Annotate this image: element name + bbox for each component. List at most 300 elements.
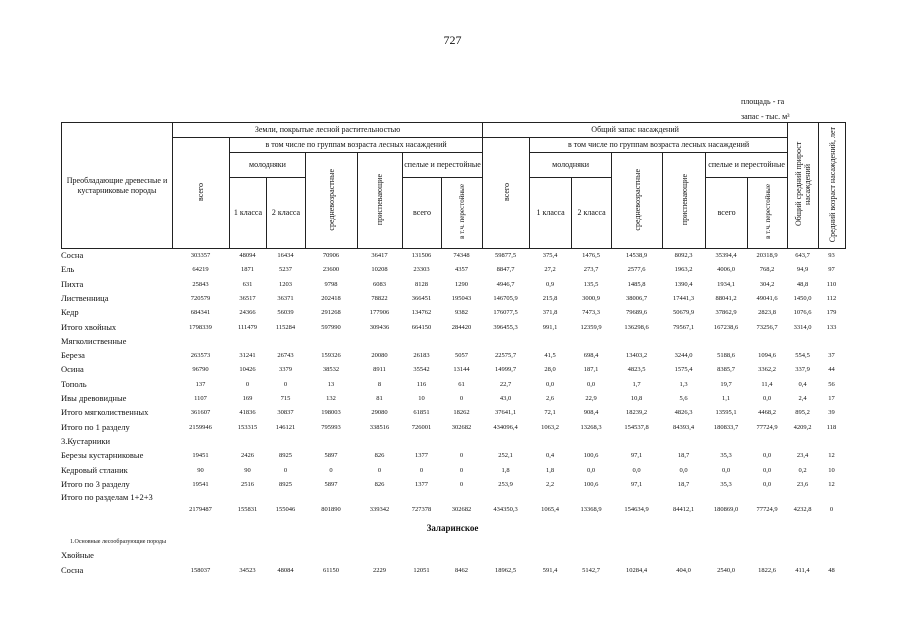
table-cell: 8925 <box>279 452 292 460</box>
table-cell: 591,4 <box>542 567 558 574</box>
table-cell: 134762 <box>411 309 432 317</box>
table-cell: 131506 <box>411 252 432 259</box>
header-total-stock: всего <box>483 138 530 249</box>
table-cell: 304,2 <box>759 280 775 288</box>
table-cell: 284420 <box>451 323 472 331</box>
header-mature-total-stock: всего <box>706 178 748 249</box>
table-cell: 43,0 <box>499 395 512 402</box>
table-cell: 0,0 <box>545 380 555 388</box>
table-cell: 5237 <box>279 266 292 274</box>
table-cell: 302682 <box>451 506 472 514</box>
table-cell: 3314,0 <box>793 323 812 331</box>
table-cell: 195043 <box>451 294 472 302</box>
table-cell: 1934,1 <box>717 280 735 288</box>
table-cell: 37 <box>828 352 835 360</box>
table-cell: 1203 <box>279 280 292 288</box>
table-cell: 112 <box>826 294 837 302</box>
table-cell: 8462 <box>455 567 468 574</box>
table-cell: 35,3 <box>720 452 732 460</box>
table-row <box>61 292 845 305</box>
table-cell: 19451 <box>192 452 209 460</box>
table-cell: 202418 <box>321 294 341 302</box>
table-cell: 8 <box>377 380 382 388</box>
table-cell: 1107 <box>194 395 207 402</box>
table-cell: 8128 <box>415 280 428 288</box>
table-row <box>61 449 845 462</box>
table-cell: 371,8 <box>542 309 558 317</box>
table-cell: 74348 <box>453 252 470 259</box>
table-cell: 17 <box>828 395 835 402</box>
table-cell: 309436 <box>369 323 390 331</box>
table-cell: 23600 <box>322 266 340 274</box>
header-middle-aged-area: средневозрастные <box>306 153 358 249</box>
table-cell: 41836 <box>239 409 256 417</box>
table-cell: 180869,0 <box>713 506 739 514</box>
table-cell: 22575,7 <box>494 352 517 360</box>
table-cell: 61 <box>458 380 465 388</box>
table-cell: 726001 <box>411 423 432 431</box>
table-row <box>61 263 845 276</box>
table-row <box>61 363 845 376</box>
table-cell: 153315 <box>237 423 258 431</box>
table-cell: 94,9 <box>796 266 809 274</box>
row-species-name: Лиственница <box>61 292 109 303</box>
table-cell: 273,7 <box>583 266 599 274</box>
table-cell: 9382 <box>455 309 468 317</box>
table-cell: 3379 <box>279 366 292 374</box>
table-cell: 2229 <box>373 567 386 574</box>
table-cell: 303357 <box>190 252 211 259</box>
row-species-name: Березы кустарниковые <box>61 450 144 461</box>
table-cell: 84412,1 <box>672 506 695 514</box>
table-cell: 0 <box>245 380 250 388</box>
table-cell: 5,6 <box>679 395 688 402</box>
table-cell: 0 <box>419 466 424 474</box>
table-cell: 187,1 <box>583 366 599 374</box>
table-cell: 77724,9 <box>756 506 778 514</box>
table-cell: 81 <box>376 395 383 402</box>
table-cell: 215,8 <box>542 294 558 302</box>
table-cell: 23,4 <box>796 452 809 460</box>
table-cell: 26183 <box>413 352 430 360</box>
table-cell: 73256,7 <box>756 323 778 331</box>
table-cell: 434350,3 <box>493 506 518 514</box>
table-cell: 2159946 <box>189 423 212 431</box>
table-cell: 97,1 <box>630 452 643 460</box>
header-class2-stock: 2 класса <box>572 178 612 249</box>
row-species-name: Кедр <box>61 307 79 318</box>
header-lands-group: Земли, покрытые лесной растительностью <box>173 123 483 138</box>
row-species-name: 3.Кустарники <box>61 435 111 446</box>
table-cell: 26743 <box>277 352 294 360</box>
table-cell: 2,2 <box>545 480 555 488</box>
header-middle-aged-stock: средневозрастные <box>612 153 663 249</box>
table-cell: 0,0 <box>762 466 772 474</box>
table-cell: 720579 <box>190 294 211 302</box>
table-cell: 146121 <box>275 423 296 431</box>
table-cell: 1377 <box>415 452 428 460</box>
table-cell: 908,4 <box>583 409 599 417</box>
table-cell: 7473,3 <box>582 309 600 317</box>
table-cell: 13144 <box>453 366 470 374</box>
table-cell: 2577,6 <box>627 266 646 274</box>
row-species-name: Итого по 3 разделу <box>61 478 130 489</box>
table-cell: 12 <box>828 452 835 460</box>
table-cell: 4357 <box>455 266 468 274</box>
header-avg-increment: Общий средний прирост насаждений <box>788 123 819 249</box>
table-cell: 169 <box>242 395 253 402</box>
table-cell: 795993 <box>321 423 341 431</box>
table-cell: 0 <box>459 452 464 460</box>
table-cell: 2516 <box>241 480 254 488</box>
table-cell: 19,7 <box>720 380 732 388</box>
table-cell: 4232,8 <box>793 506 812 514</box>
table-cell: 72,1 <box>544 409 556 417</box>
table-cell: 1,8 <box>501 466 510 474</box>
table-cell: 3244,0 <box>674 352 693 360</box>
table-cell: 154537,8 <box>624 423 649 431</box>
table-cell: 12051 <box>413 567 430 574</box>
table-cell: 801890 <box>321 506 341 514</box>
table-cell: 0,2 <box>798 466 807 474</box>
table-cell: 93 <box>828 252 835 259</box>
table-cell: 79567,1 <box>672 323 695 331</box>
table-cell: 434096,4 <box>493 423 518 431</box>
forest-table-header <box>61 122 846 249</box>
table-cell: 404,0 <box>676 567 691 574</box>
row-species-name: Береза <box>61 350 85 361</box>
row-species-name: Пихта <box>61 278 84 289</box>
table-cell: 6083 <box>373 280 386 288</box>
row-species-name: Итого мягколиственных <box>61 407 149 418</box>
table-cell: 135,5 <box>583 280 599 288</box>
table-cell: 1377 <box>415 480 428 488</box>
header-class2-area: 2 класса <box>267 178 306 249</box>
table-cell: 23,6 <box>796 480 809 488</box>
table-cell: 22,7 <box>499 380 512 388</box>
table-cell: 158037 <box>190 567 211 574</box>
row-species-name: Тополь <box>61 378 87 389</box>
table-cell: 991,1 <box>542 323 558 331</box>
table-row <box>61 406 845 419</box>
table-cell: 49041,6 <box>756 294 778 302</box>
table-cell: 70906 <box>322 252 340 259</box>
table-cell: 19541 <box>192 480 209 488</box>
table-cell: 22,9 <box>585 395 597 402</box>
header-young-stock: молодняки <box>530 153 612 178</box>
table-cell: 18,7 <box>677 480 690 488</box>
table-cell: 17441,3 <box>672 294 695 302</box>
header-avg-age: Средний возраст насаждений, лет <box>819 123 846 249</box>
header-class1-area: 1 класса <box>230 178 267 249</box>
table-cell: 132 <box>326 395 336 402</box>
table-cell: 1,8 <box>545 466 555 474</box>
table-cell: 337,9 <box>795 366 810 374</box>
table-cell: 159326 <box>321 352 341 360</box>
table-cell: 10,8 <box>630 395 643 402</box>
table-cell: 8092,3 <box>674 252 693 259</box>
table-cell: 100,6 <box>583 452 599 460</box>
table-cell: 8911 <box>373 366 386 374</box>
table-cell: 133 <box>826 323 837 331</box>
table-cell: 155046 <box>275 506 296 514</box>
table-cell: 36371 <box>277 294 294 302</box>
table-cell: 90 <box>244 466 251 474</box>
table-cell: 97 <box>828 266 835 274</box>
table-cell: 1476,5 <box>582 252 600 259</box>
table-cell: 11,4 <box>761 380 773 388</box>
row-species-name: Ивы древовидные <box>61 393 127 403</box>
table-cell: 48084 <box>277 567 294 574</box>
table-cell: 411,4 <box>795 567 810 574</box>
table-row <box>61 278 845 291</box>
table-cell: 8925 <box>279 480 292 488</box>
table-cell: 0,0 <box>679 466 688 474</box>
table-cell: 36517 <box>239 294 256 302</box>
table-cell: 8385,7 <box>717 366 735 374</box>
table-cell: 77724,9 <box>756 423 778 431</box>
table-cell: 4826,3 <box>674 409 693 417</box>
table-cell: 84393,4 <box>672 423 695 431</box>
table-cell: 0,0 <box>762 452 772 460</box>
row-species-name: Сосна <box>61 250 84 260</box>
table-cell: 0 <box>459 395 464 402</box>
table-cell: 8847,7 <box>496 266 515 274</box>
table-cell: 0 <box>283 466 288 474</box>
table-row <box>61 435 845 448</box>
table-row <box>61 564 845 577</box>
table-cell: 13403,2 <box>625 352 648 360</box>
table-cell: 5057 <box>455 352 468 360</box>
table-cell: 155831 <box>237 506 258 514</box>
table-cell: 118 <box>826 423 837 431</box>
table-cell: 0,9 <box>545 280 555 288</box>
table-cell: 5897 <box>324 452 338 460</box>
table-cell: 146705,9 <box>493 294 518 302</box>
table-row <box>61 306 845 319</box>
table-cell: 9798 <box>324 280 338 288</box>
page-number: 727 <box>443 33 462 47</box>
table-cell: 29080 <box>371 409 388 417</box>
table-cell: 554,5 <box>795 352 810 360</box>
table-cell: 0,0 <box>586 380 596 388</box>
table-cell: 154634,9 <box>624 506 649 514</box>
table-cell: 48094 <box>239 252 256 259</box>
table-cell: 100,6 <box>583 480 599 488</box>
row-species-name: Кедровый стланик <box>61 464 128 475</box>
table-cell: 50679,9 <box>672 309 695 317</box>
table-cell: 291268 <box>321 309 341 317</box>
table-cell: 366451 <box>411 294 432 302</box>
table-cell: 361607 <box>190 409 211 417</box>
table-cell: 180833,7 <box>713 423 739 431</box>
table-row <box>61 378 845 391</box>
table-cell: 2,4 <box>798 395 807 402</box>
table-cell: 78822 <box>371 294 388 302</box>
table-cell: 111479 <box>237 323 258 331</box>
header-including-area: в том числе по группам возраста лесных насаждений <box>230 138 483 153</box>
row-species-name: Хвойные <box>61 550 94 560</box>
table-cell: 684341 <box>190 309 211 317</box>
header-maturing-area: приспевающие <box>358 153 403 249</box>
table-cell: 1076,6 <box>793 309 812 317</box>
table-row <box>61 492 845 516</box>
table-cell: 20318,9 <box>756 252 778 259</box>
header-mature-stock: спелые и перестойные <box>706 153 788 178</box>
table-cell: 643,7 <box>795 252 810 259</box>
table-cell: 10208 <box>371 266 388 274</box>
table-cell: 90 <box>197 466 204 474</box>
table-cell: 1798339 <box>189 323 212 331</box>
table-cell: 18262 <box>453 409 470 417</box>
table-cell: 18239,2 <box>625 409 648 417</box>
table-cell: 13595,1 <box>715 409 737 417</box>
table-cell: 24366 <box>239 309 256 317</box>
table-cell: 137 <box>195 380 206 388</box>
table-cell: 176077,5 <box>493 309 518 317</box>
header-including-stock: в том числе по группам возраста лесных насаждений <box>530 138 788 153</box>
table-cell: 1063,2 <box>541 423 559 431</box>
table-cell: 12 <box>828 480 835 488</box>
table-cell: 339342 <box>369 506 390 514</box>
table-cell: 895,2 <box>795 409 810 417</box>
table-cell: 0,0 <box>762 480 772 488</box>
table-cell: 0,4 <box>545 452 555 460</box>
table-cell: 61150 <box>322 567 339 574</box>
table-cell: 13368,9 <box>580 506 602 514</box>
table-cell: 0,0 <box>632 466 641 474</box>
table-cell: 13 <box>327 380 335 388</box>
row-species-name: Осина <box>61 364 84 375</box>
table-cell: 88041,2 <box>715 294 737 302</box>
table-cell: 136298,6 <box>624 323 649 331</box>
row-species-name: Итого по 1 разделу <box>61 421 130 432</box>
table-cell: 27,2 <box>544 266 556 274</box>
table-cell: 1575,4 <box>674 366 693 374</box>
header-mature-total-area: всего <box>403 178 442 249</box>
table-cell: 2823,8 <box>758 309 776 317</box>
table-cell: 115284 <box>275 323 296 331</box>
table-cell: 4006,0 <box>717 266 735 274</box>
header-maturing-stock: приспевающие <box>663 153 706 249</box>
district-title: Заларинское <box>426 523 479 533</box>
table-cell: 61851 <box>413 409 430 417</box>
table-cell: 302682 <box>451 423 472 431</box>
unit-area: площадь - га <box>741 97 785 106</box>
header-stock-group: Общий запас насаждений <box>483 123 788 138</box>
table-cell: 59877,5 <box>494 252 517 259</box>
table-cell: 597990 <box>321 323 341 331</box>
table-cell: 38532 <box>322 366 340 374</box>
table-row <box>61 335 845 348</box>
table-cell: 2426 <box>241 452 254 460</box>
table-cell: 23303 <box>413 266 430 274</box>
table-cell: 4946,7 <box>496 280 515 288</box>
table-cell: 0,0 <box>721 466 731 474</box>
table-cell: 39 <box>828 409 835 417</box>
table-cell: 177906 <box>369 309 390 317</box>
table-cell: 0 <box>459 466 464 474</box>
table-cell: 25843 <box>192 280 209 288</box>
table-cell: 5897 <box>324 480 338 488</box>
table-cell: 10284,4 <box>625 567 648 574</box>
row-species-name: Ель <box>61 264 75 275</box>
table-cell: 768,2 <box>759 266 775 274</box>
row-species-name: Итого по разделам 1+2+3 <box>61 492 153 503</box>
table-cell: 18962,5 <box>494 567 517 574</box>
table-cell: 34523 <box>239 567 256 574</box>
table-cell: 35542 <box>413 366 430 374</box>
table-cell: 1485,8 <box>627 280 646 288</box>
header-overmature-stock: в т.ч. перестойные <box>748 178 788 249</box>
table-cell: 0 <box>329 466 333 474</box>
table-cell: 198003 <box>321 409 341 417</box>
table-cell: 4823,5 <box>627 366 646 374</box>
table-cell: 2540,0 <box>717 567 735 574</box>
table-cell: 0 <box>283 380 288 388</box>
table-cell: 1065,4 <box>541 506 559 514</box>
table-cell: 2179487 <box>189 506 212 514</box>
header-class1-stock: 1 класса <box>530 178 572 249</box>
table-cell: 1094,6 <box>758 352 776 360</box>
table-cell: 664150 <box>411 323 432 331</box>
table-cell: 0 <box>829 506 834 514</box>
table-cell: 5142,7 <box>582 567 600 574</box>
table-cell: 14538,9 <box>625 252 648 259</box>
table-row <box>61 249 845 262</box>
table-cell: 20080 <box>371 352 388 360</box>
table-row <box>61 464 845 477</box>
row-species-name: Сосна <box>61 565 84 575</box>
table-cell: 56 <box>828 380 835 388</box>
table-cell: 0 <box>377 466 382 474</box>
unit-stock: запас - тыс. м³ <box>741 112 790 121</box>
table-cell: 263573 <box>190 352 211 360</box>
header-overmature-area: в т.ч. перестойные <box>442 178 483 249</box>
table-cell: 37862,9 <box>715 309 737 317</box>
table-cell: 1,7 <box>632 380 641 388</box>
table-cell: 30837 <box>277 409 294 417</box>
table-cell: 16434 <box>277 252 294 259</box>
table-row <box>61 392 845 405</box>
table-cell: 253,9 <box>498 480 513 488</box>
table-cell: 252,1 <box>498 452 513 460</box>
table-cell: 35394,4 <box>715 252 737 259</box>
table-cell: 79689,6 <box>625 309 648 317</box>
table-cell: 38006,7 <box>625 294 648 302</box>
table-cell: 2,6 <box>545 395 555 402</box>
table-cell: 41,5 <box>544 352 556 360</box>
table-cell: 36417 <box>371 252 388 259</box>
table-cell: 4209,2 <box>793 423 812 431</box>
table-cell: 1,1 <box>721 395 731 402</box>
table-cell: 1290 <box>455 280 468 288</box>
table-cell: 110 <box>826 280 837 288</box>
table-cell: 4468,2 <box>758 409 776 417</box>
table-cell: 116 <box>416 380 427 388</box>
table-cell: 375,4 <box>542 252 558 259</box>
table-row <box>61 349 845 362</box>
table-cell: 5188,6 <box>717 352 735 360</box>
table-cell: 48,8 <box>796 280 809 288</box>
table-cell: 0,0 <box>762 395 772 402</box>
header-total-area: всего <box>173 138 230 249</box>
table-cell: 0,4 <box>798 380 807 388</box>
table-cell: 3000,9 <box>582 294 600 302</box>
table-cell: 826 <box>374 480 385 488</box>
table-cell: 44 <box>828 366 835 374</box>
table-cell: 13268,3 <box>580 423 602 431</box>
